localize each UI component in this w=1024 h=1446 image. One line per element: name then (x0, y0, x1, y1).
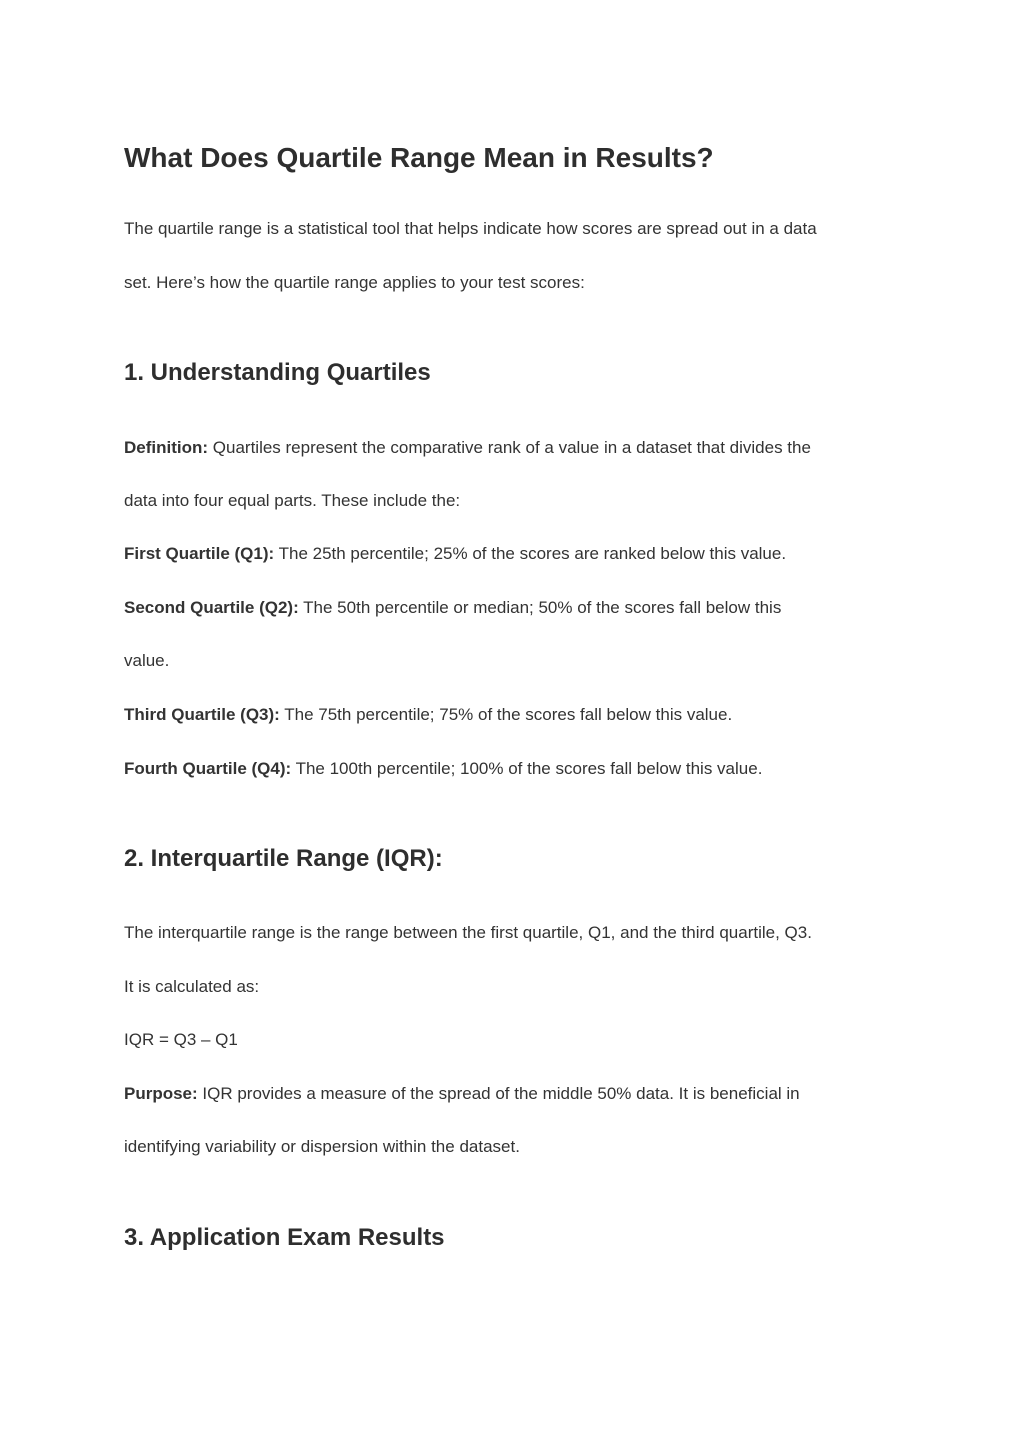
section-1-heading: 1. Understanding Quartiles (124, 359, 431, 386)
purpose-text-2: identifying variability or dispersion within the dataset. (124, 1137, 520, 1156)
q2-text-2: value. (124, 651, 170, 670)
q3-label: Third Quartile (Q3): (124, 705, 280, 724)
definition-label: Definition: (124, 438, 209, 457)
section-2-heading: 2. Interquartile Range (IQR): (124, 845, 443, 872)
definition-text-2: data into four equal parts. These include the: (124, 491, 461, 510)
q1-label: First Quartile (Q1): (124, 544, 275, 563)
purpose-paragraph (124, 1083, 800, 1105)
iqr-paragraph-1: The interquartile range is the range between the first quartile, Q1, and the third quartile, Q3. (124, 923, 812, 942)
intro-line-1: The quartile range is a statistical tool that helps indicate how scores are spread out in a data (124, 219, 817, 238)
q4-text: The 100th percentile; 100% of the scores fall below this value. (291, 759, 763, 778)
definition-paragraph (124, 437, 811, 459)
q4-paragraph (124, 758, 762, 780)
q2-paragraph (124, 597, 781, 619)
purpose-text-1: IQR provides a measure of the spread of the middle 50% data. It is beneficial in (197, 1084, 800, 1103)
page-title: What Does Quartile Range Mean in Results? (124, 142, 714, 173)
intro-line-2: set. Here’s how the quartile range applies to your test scores: (124, 273, 585, 292)
section-3-heading: 3. Application Exam Results (124, 1224, 445, 1251)
iqr-paragraph-2: It is calculated as: (124, 977, 260, 996)
definition-text-1: Quartiles represent the comparative rank of a value in a dataset that divides the (208, 438, 811, 457)
q3-paragraph (124, 704, 732, 726)
q2-label: Second Quartile (Q2): (124, 598, 299, 617)
q3-text: The 75th percentile; 75% of the scores fall below this value. (279, 705, 733, 724)
q2-text-1: The 50th percentile or median; 50% of the scores fall below this (298, 598, 782, 617)
purpose-label: Purpose: (124, 1084, 198, 1103)
q1-text: The 25th percentile; 25% of the scores are ranked below this value. (274, 544, 787, 563)
q1-paragraph (124, 543, 786, 565)
q4-label: Fourth Quartile (Q4): (124, 759, 292, 778)
iqr-formula: IQR = Q3 – Q1 (124, 1030, 238, 1049)
